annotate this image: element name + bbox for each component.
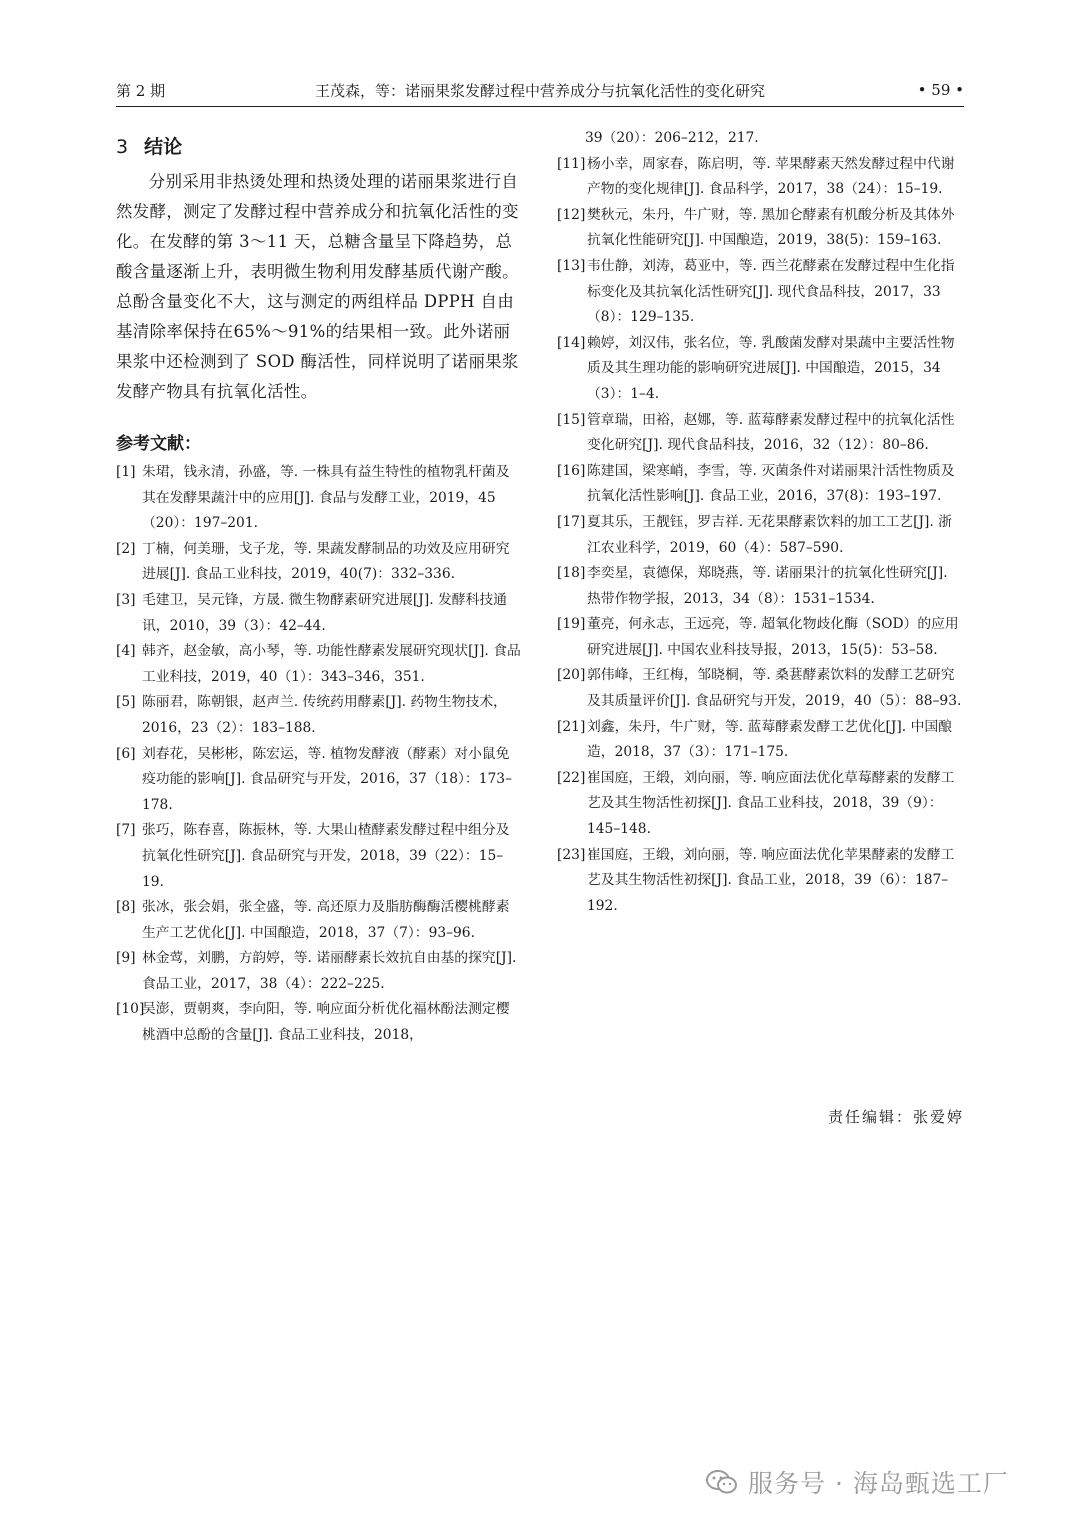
reference-item (557, 459, 965, 510)
reference-item (557, 152, 965, 203)
reference-item (557, 203, 965, 254)
reference-item (557, 561, 965, 612)
reference-text: 毛建卫，吴元锋，方晟. 微生物酵素研究进展[J]. 发酵科技通讯，2010，39（3）：42–44. (142, 591, 507, 634)
reference-index: [1] (116, 464, 136, 480)
reference-text: 韩齐，赵金敏，高小琴，等. 功能性酵素发展研究现状[J]. 食品工业科技，2019，40（1）：343–346，351. (142, 643, 521, 685)
reference-text: 林金莺，刘鹏，方韵婷，等. 诺丽酵素长效抗自由基的探究[J]. 食品工业，2017，38（4）：222–225. (142, 950, 517, 992)
reference-item (116, 742, 522, 819)
responsible-editor: 责任编辑：张爱婷 (827, 1108, 964, 1126)
section-title: 结论 (144, 136, 183, 158)
reference-text: 管章瑞，田裕，赵娜，等. 蓝莓酵素发酵过程中的抗氧化活性变化研究[J]. 现代食品科技，2016，32（12）：80–86. (587, 411, 955, 454)
reference-text: 张冰，张会娟，张全盛，等. 高还原力及脂肪酶酶活樱桃酵素生产工艺优化[J]. 中国酿造，2018，37（7）：93–96. (142, 899, 510, 941)
reference-item (557, 766, 965, 843)
reference-index: [6] (116, 745, 136, 762)
reference-item (557, 408, 965, 459)
reference-index: [23] (557, 846, 586, 863)
reference-item (116, 460, 522, 537)
reference-item (116, 946, 522, 997)
reference-index: [2] (116, 540, 136, 557)
reference-text: 崔国庭，王缎，刘向丽，等. 响应面法优化草莓酵素的发酵工艺及其生物活性初探[J]. 食品工业科技，2018，39（9）：145–148. (587, 769, 955, 838)
reference-item (557, 715, 965, 766)
reference-index: [16] (557, 462, 586, 479)
issue-label: 第 2 期 (116, 81, 166, 100)
reference-text: 陈丽君，陈朝银，赵声兰. 传统药用酵素[J]. 药物生物技术，2016，23（2）：183–188. (142, 694, 507, 736)
reference-text: 杨小幸，周家春，陈启明，等. 苹果酵素天然发酵过程中代谢产物的变化规律[J]. 食品科学，2017，38（24）：15–19. (587, 155, 955, 198)
reference-item (557, 612, 965, 663)
reference-text: 郭伟峰，王红梅，邹晓桐，等. 桑葚酵素饮料的发酵工艺研究及其质量评价[J]. 食品研究与开发，2019，40（5）：88–93. (587, 667, 962, 710)
reference-index: [4] (116, 643, 136, 660)
reference-item (557, 254, 965, 331)
conclusion-paragraph: 分别采用非热烫处理和热烫处理的诺丽果浆进行自然发酵，测定了发酵过程中营养成分和抗氧化活性的变化。在发酵的第 3～11 天，总糖含量呈下降趋势，总酸含量逐渐上升，表明微生物利用发酵基质代谢产酸。总酚含量变化不大，这与测定的两组样品 DPPH 自由基清除率保持在65%～91%的结果相一致。此外诺丽果浆中还检测到了 SOD 酶活性，同样说明了诺丽果浆发酵产物具有抗氧化活性。 (116, 172, 519, 401)
wechat-icon (706, 1469, 738, 1495)
reference-text: 刘鑫，朱丹，牛广财，等. 蓝莓酵素发酵工艺优化[J]. 中国酿造，2018，37（3）：171–175. (587, 718, 952, 761)
reference-index: [9] (116, 950, 136, 967)
reference-index: [17] (557, 513, 586, 530)
reference-index: [19] (557, 616, 586, 633)
reference-text: 李奕星，袁德保，郑晓燕，等. 诺丽果汁的抗氧化性研究[J]. 热带作物学报，2013，34（8）：1531–1534. (587, 565, 948, 607)
reference-item (557, 663, 965, 714)
reference-item (116, 997, 522, 1048)
page-number: • 59 • (917, 81, 964, 99)
references-heading: 参考文献： (116, 434, 201, 454)
reference-item (116, 895, 522, 946)
reference-item (557, 331, 965, 408)
reference-index: [10] (116, 1001, 145, 1018)
reference-continuation: 39（20）：206–212，217. (585, 130, 759, 146)
reference-index: [8] (116, 899, 136, 916)
reference-index: [7] (116, 822, 136, 839)
reference-item (116, 537, 522, 588)
reference-text: 崔国庭，王缎，刘向丽，等. 响应面法优化苹果酵素的发酵工艺及其生物活性初探[J]. 食品工业，2018，39（6）：187–192. (587, 846, 955, 914)
reference-text: 吴澎，贾朝爽，李向阳，等. 响应面分析优化福林酚法测定樱桃酒中总酚的含量[J]. 食品工业科技，2018， (142, 1001, 510, 1044)
reference-item (557, 510, 965, 561)
watermark (706, 1462, 1009, 1502)
reference-item (116, 639, 522, 690)
reference-list-right (557, 152, 965, 920)
reference-text: 董亮，何永志，王远亮，等. 超氧化物歧化酶（SOD）的应用研究进展[J]. 中国农业科技导报，2013，15(5)：53–58. (587, 616, 959, 658)
watermark-text: 服务号 · 海岛甄选工厂 (748, 1469, 1009, 1498)
reference-text: 朱珺，钱永清，孙盛，等. 一株具有益生特性的植物乳杆菌及其在发酵果蔬汁中的应用[J]. 食品与发酵工业，2019，45（20）：197–201. (142, 464, 510, 532)
reference-text: 陈建国，梁寒峭，李雪，等. 灭菌条件对诺丽果汁活性物质及抗氧化活性影响[J]. 食品工业，2016，37(8)：193–197. (587, 462, 955, 505)
header-rule (116, 106, 964, 107)
section-number: 3 (116, 136, 129, 158)
running-title: 王茂森，等：诺丽果浆发酵过程中营养成分与抗氧化活性的变化研究 (314, 81, 765, 100)
reference-text: 丁楠，何美珊，戈子龙，等. 果蔬发酵制品的功效及应用研究进展[J]. 食品工业科技，2019，40(7)：332–336. (142, 540, 510, 583)
reference-item (116, 588, 522, 639)
running-header (116, 76, 964, 104)
reference-index: [22] (557, 769, 586, 786)
reference-item (557, 843, 965, 920)
reference-text: 张巧，陈春喜，陈振林，等. 大果山楂酵素发酵过程中组分及抗氧化性研究[J]. 食品研究与开发，2018，39（22）：15–19. (142, 822, 510, 890)
reference-index: [5] (116, 694, 136, 711)
left-column (116, 126, 522, 1049)
reference-text: 夏其乐，王靓钰，罗吉祥. 无花果酵素饮料的加工工艺[J]. 浙江农业科学，2019，60（4）：587–590. (587, 513, 952, 556)
section-heading (116, 132, 522, 159)
reference-text: 韦仕静，刘涛，葛亚中，等. 西兰花酵素在发酵过程中生化指标变化及其抗氧化活性研究[J]. 现代食品科技，2017，33（8）：129–135. (587, 257, 955, 326)
reference-list-left (116, 460, 522, 1049)
reference-index: [12] (557, 206, 586, 223)
reference-index: [13] (557, 257, 586, 274)
reference-index: [21] (557, 718, 586, 735)
reference-index: [3] (116, 591, 136, 608)
reference-index: [11] (557, 155, 586, 172)
reference-index: [14] (557, 334, 586, 351)
reference-index: [18] (557, 565, 586, 582)
reference-text: 赖婷，刘汉伟，张名位，等. 乳酸菌发酵对果蔬中主要活性物质及其生理功能的影响研究进展[J]. 中国酿造，2015，34（3）：1–4. (587, 334, 955, 402)
reference-item (116, 818, 522, 895)
reference-index: [20] (557, 667, 586, 684)
reference-item (116, 690, 522, 741)
right-column (557, 126, 965, 919)
reference-text: 刘春花，吴彬彬，陈宏运，等. 植物发酵液（酵素）对小鼠免疫功能的影响[J]. 食品研究与开发，2016，37（18）：173–178. (142, 745, 512, 813)
reference-index: [15] (557, 411, 586, 428)
reference-text: 樊秋元，朱丹，牛广财，等. 黑加仑酵素有机酸分析及其体外抗氧化性能研究[J]. 中国酿造，2019，38(5)：159–163. (587, 206, 955, 249)
